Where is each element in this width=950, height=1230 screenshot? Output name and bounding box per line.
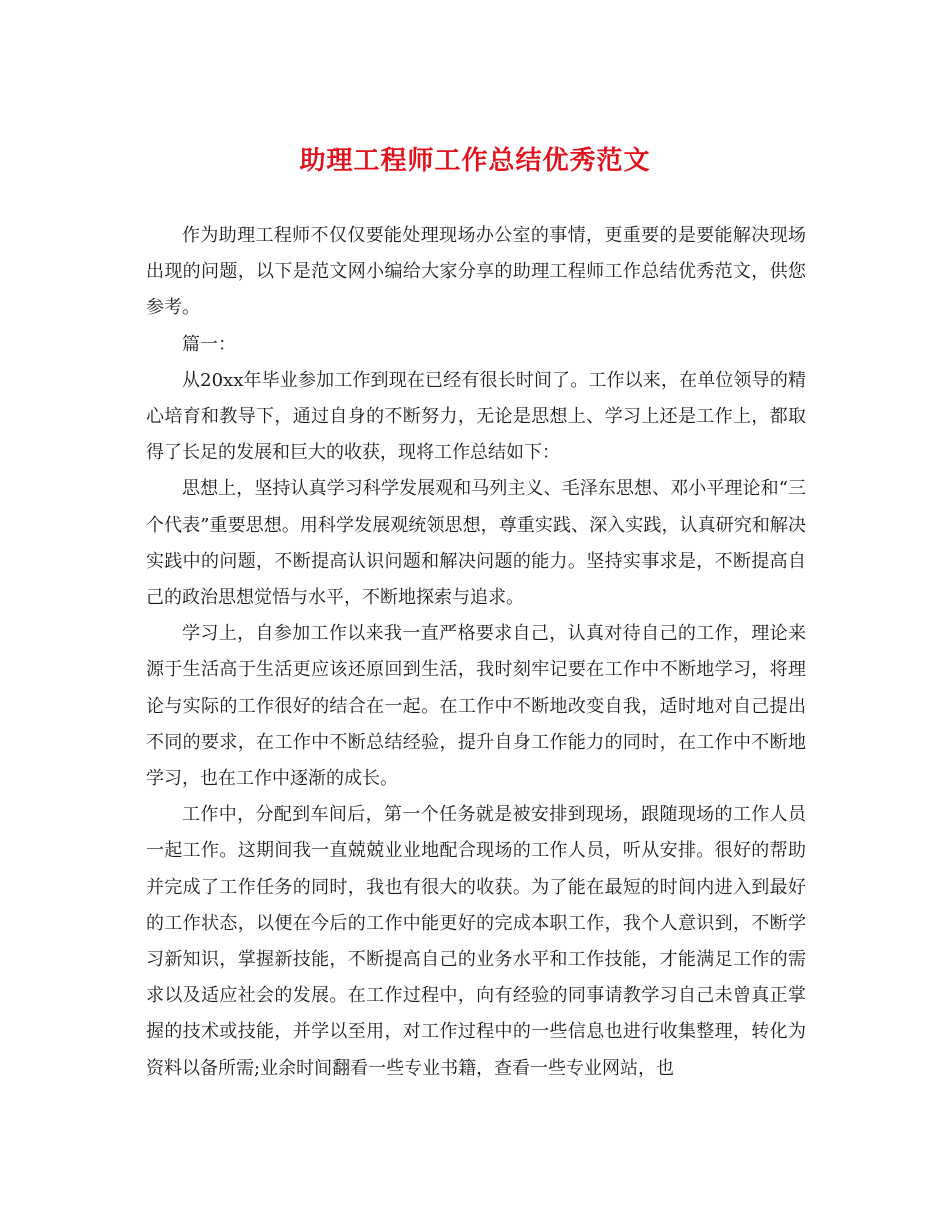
document-title: 助理工程师工作总结优秀范文: [299, 146, 651, 176]
section-heading: 篇一：: [182, 333, 236, 355]
body-paragraph: 学习上，自参加工作以来我一直严格要求自己，认真对待自己的工作，理论来源于生活高于生活更应该还原回到生活，我时刻牢记要在工作中不断地学习，将理论与实际的工作很好的结合在一起。在工作中不断地改变自我，适时地对自己提出不同的要求，在工作中不断总结经验，提升自身工作能力的同时，在工作中不断地学习，也在工作中逐渐的成长。: [146, 623, 806, 790]
document-body: [146, 218, 806, 1087]
body-paragraph: 工作中，分配到车间后，第一个任务就是被安排到现场，跟随现场的工作人员一起工作。这期间我一直兢兢业业地配合现场的工作人员，听从安排。很好的帮助并完成了工作任务的同时，我也有很大的收获。为了能在最短的时间内进入到最好的工作状态，以便在今后的工作中能更好的完成本职工作，我个人意识到，不断学习新知识，掌握新技能，不断提高自己的业务水平和工作技能，才能满足工作的需求以及适应社会的发展。在工作过程中，向有经验的同事请教学习自己未曾真正掌握的技术或技能，并学以至用，对工作过程中的一些信息也进行收集整理，转化为资料以备所需;业余时间翻看一些专业书籍，查看一些专业网站，也: [146, 804, 806, 1079]
body-paragraph: 从20xx年毕业参加工作到现在已经有很长时间了。工作以来，在单位领导的精心培育和教导下，通过自身的不断努力，无论是思想上、学习上还是工作上，都取得了长足的发展和巨大的收获，现将工作总结如下：: [146, 369, 806, 464]
intro-paragraph: 作为助理工程师不仅仅要能处理现场办公室的事情，更重要的是要能解决现场出现的问题，以下是范文网小编给大家分享的助理工程师工作总结优秀范文，供您参考。: [146, 225, 806, 319]
body-paragraph: 思想上，坚持认真学习科学发展观和马列主义、毛泽东思想、邓小平理论和“三个代表”重要思想。用科学发展观统领思想，尊重实践、深入实践，认真研究和解决实践中的问题，不断提高认识问题和解决问题的能力。坚持实事求是，不断提高自己的政治思想觉悟与水平，不断地探索与追求。: [146, 478, 806, 609]
